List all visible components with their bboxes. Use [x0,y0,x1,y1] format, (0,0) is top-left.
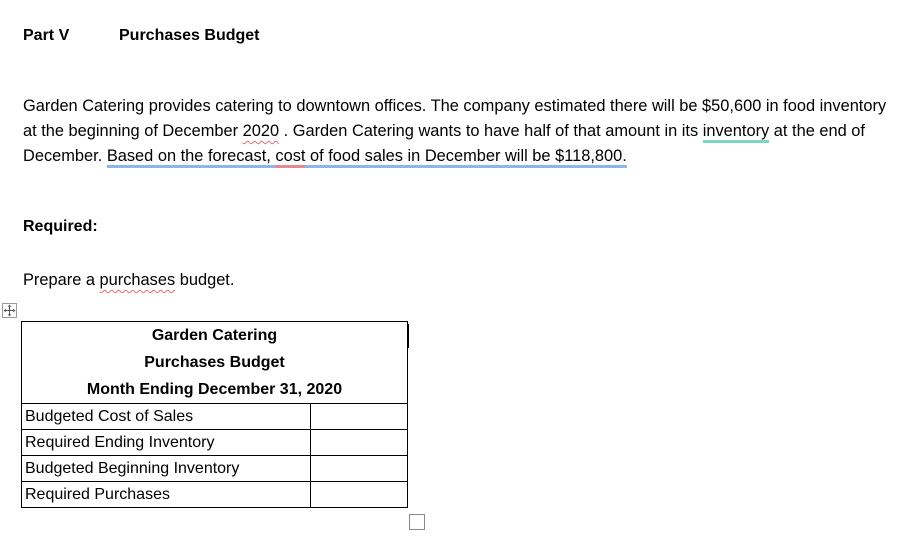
instruction-before: Prepare a [23,271,100,289]
problem-paragraph [23,94,893,169]
row-value-beginning-inventory[interactable] [311,456,408,482]
grammar-flag-inventory[interactable]: inventory [703,122,770,143]
table-row [22,430,408,456]
company-name: Garden Catering [151,327,278,344]
paragraph-text-1: Garden Catering provides catering to downtown offices. The company estimated there will be $50,600 in food inventory at the beginning of December [23,97,887,140]
row-label-beginning-inventory[interactable]: Budgeted Beginning Inventory [22,456,311,482]
row-label-cost-of-sales[interactable]: Budgeted Cost of Sales [22,404,311,430]
row-value-required-purchases[interactable] [311,482,408,508]
table-resize-icon[interactable] [409,514,425,530]
table-title-row [22,322,408,404]
required-label: Required: [23,218,98,235]
grammar-flag-forecast[interactable] [107,147,627,168]
instruction-after: budget. [175,271,235,289]
row-label-ending-inventory[interactable]: Required Ending Inventory [22,430,311,456]
instruction-text [23,271,234,290]
table-row [22,404,408,430]
forecast-text-a: Based on the forecast, [106,147,276,165]
paragraph-text-2: . Garden Catering wants to have half of that amount in its [279,122,703,140]
row-value-ending-inventory[interactable] [311,430,408,456]
row-label-required-purchases[interactable]: Required Purchases [22,482,311,508]
paragraph-text-3: at the end of December. [23,122,865,165]
row-value-cost-of-sales[interactable] [311,404,408,430]
period-label: Month Ending December 31, 2020 [86,381,343,398]
table-title-cell[interactable] [22,322,408,404]
text-cursor [408,324,409,348]
budget-name: Purchases Budget [144,354,285,371]
spelling-flag-purchases[interactable]: purchases [99,271,176,289]
section-title: Purchases Budget [119,27,260,44]
section-heading [23,27,259,45]
spelling-flag-cost[interactable]: cost [275,147,305,168]
table-row [22,482,408,508]
table-move-icon[interactable] [2,303,17,318]
table-row [22,456,408,482]
purchases-budget-table [21,321,408,508]
part-label: Part V [23,27,70,44]
forecast-text-b: of food sales in December will be $118,800. [305,147,627,165]
spelling-flag-year[interactable]: 2020 [242,122,280,140]
